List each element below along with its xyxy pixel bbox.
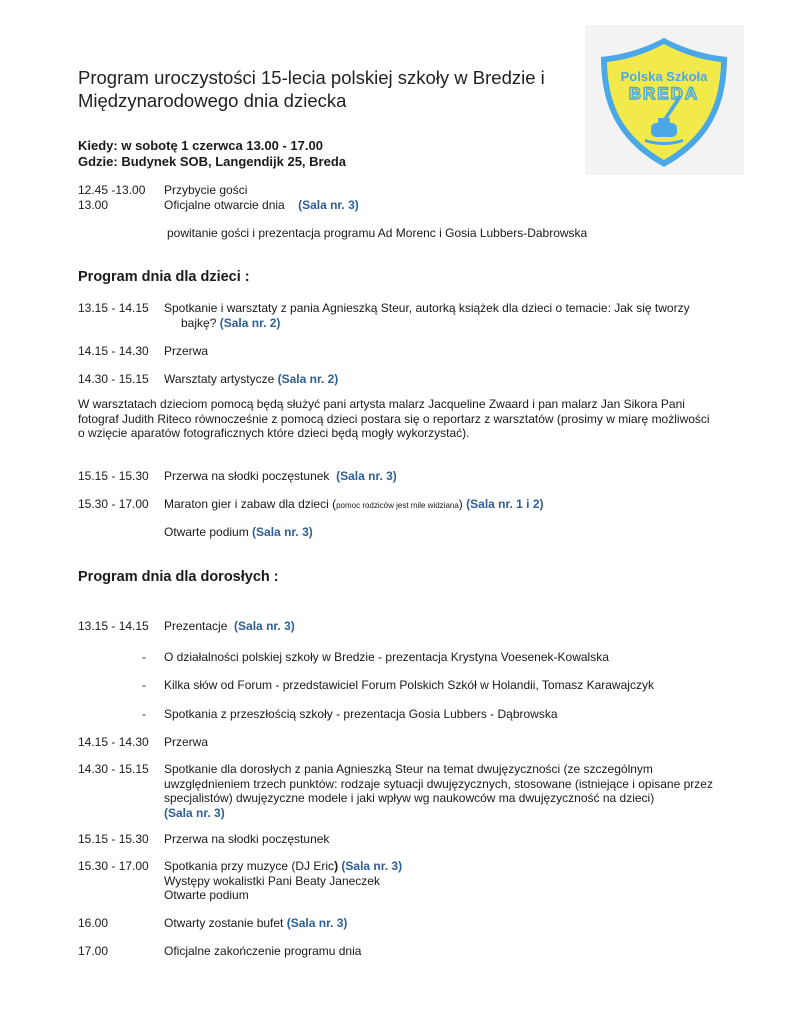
- activity-continued: bajkę? (Sala nr. 2): [181, 316, 281, 330]
- title-line-2: Międzynarodowego dnia dziecka: [78, 90, 347, 111]
- workshop-description: W warsztatach dzieciom pomocą będą służyć pani artysta malarz Jacqueline Zwaard i pan malarz Jan Sikora Pani fotograf Judith Riteco równocześnie z pomocą dzieci postara się o reportarz z warsztatów (prosimy w miarę możliwości o wzięcie aparatów fotograficznych które dzieci będą mogły wykorzystać).: [78, 397, 710, 440]
- time: 13.15 - 14.15: [78, 301, 149, 315]
- activity: Spotkania przy muzyce (DJ Eric) (Sala nr. 3): [164, 859, 403, 873]
- title-line-1: Program uroczystości 15-lecia polskiej szkoły w Bredzie i: [78, 67, 545, 88]
- kids-program-heading: Program dnia dla dzieci :: [78, 269, 250, 285]
- activity-line: Występy wokalistki Pani Beaty Janeczek: [164, 874, 380, 888]
- time: 15.30 - 17.00: [78, 859, 149, 873]
- activity: Przybycie gości: [164, 183, 248, 197]
- time: 15.15 - 15.30: [78, 832, 149, 846]
- room-label: (Sala nr. 1 i 2): [466, 497, 544, 511]
- activity: Przerwa na słodki poczęstunek: [164, 832, 330, 846]
- logo-text-bottom: BREDA: [628, 84, 700, 103]
- room-label: (Sala nr. 3): [164, 805, 225, 820]
- room-label: (Sala nr. 3): [286, 916, 348, 930]
- time: 13.15 - 14.15: [78, 619, 149, 633]
- event-location: Gdzie: Budynek SOB, Langendijk 25, Breda: [78, 154, 347, 169]
- list-item: Spotkania z przeszłością szkoły - prezentacja Gosia Lubbers - Dąbrowska: [164, 707, 558, 721]
- time: 15.15 - 15.30: [78, 469, 149, 483]
- page-title: [78, 66, 545, 112]
- time: 12.45 -13.00: [78, 183, 146, 197]
- list-bullet: -: [142, 707, 146, 721]
- activity-line: Otwarte podium: [164, 888, 249, 902]
- time: 16.00: [78, 916, 109, 930]
- room-label: (Sala nr. 3): [336, 469, 397, 483]
- adults-program-heading: Program dnia dla dorosłych :: [78, 569, 279, 585]
- list-bullet: -: [142, 650, 146, 664]
- time: 17.00: [78, 944, 109, 958]
- school-logo: [585, 25, 744, 175]
- activity: Przerwa: [164, 344, 209, 358]
- list-item: Kilka słów od Forum - przedstawiciel Forum Polskich Szkół w Holandii, Tomasz Karawajczyk: [164, 678, 654, 692]
- activity-note: pomoc rodziców jest mile widziana: [336, 501, 459, 510]
- time: 14.30 - 15.15: [78, 372, 149, 386]
- list-item: O działalności polskiej szkoły w Bredzie - prezentacja Krystyna Voesenek-Kowalska: [164, 650, 609, 664]
- room-label: (Sala nr. 3): [252, 525, 313, 539]
- event-date: Kiedy: w sobotę 1 czerwca 13.00 - 17.00: [78, 138, 323, 153]
- time: 14.15 - 14.30: [78, 344, 149, 358]
- room-label: (Sala nr. 3): [234, 619, 295, 633]
- activity: Maraton gier i zabaw dla dzieci (pomoc rodziców jest mile widziana) (Sala nr. 1 i 2): [164, 497, 544, 511]
- activity: Warsztaty artystycze (Sala nr. 2): [164, 372, 339, 386]
- room-label: (Sala nr. 2): [277, 372, 339, 386]
- activity: Oficjalne otwarcie dnia (Sala nr. 3): [164, 198, 359, 212]
- time: 15.30 - 17.00: [78, 497, 149, 511]
- activity: Przerwa: [164, 735, 209, 749]
- activity: Oficjalne zakończenie programu dnia: [164, 944, 362, 958]
- room-label: (Sala nr. 3): [298, 198, 359, 212]
- activity: Prezentacje (Sala nr. 3): [164, 619, 295, 633]
- list-bullet: -: [142, 678, 146, 692]
- time: 14.15 - 14.30: [78, 735, 149, 749]
- activity: Przerwa na słodki poczęstunek (Sala nr. 3): [164, 469, 397, 483]
- activity: Spotkanie i warsztaty z pania Agnieszką Steur, autorką książek dla dzieci o temacie: Jak się tworzy: [164, 301, 690, 315]
- activity: Spotkanie dla dorosłych z pania Agnieszką Steur na temat dwujęzyczności (ze szczególnym uwzględnieniem trzech punktów: rodzaje sytuacji dwujęzycznych, stosowane (istniejące i opisane przez specjalistów) dwujęzyczne modele i jaki wpływ wg naukowców ma dwujęzyczność na dzieci) (Sala nr. 3): [164, 762, 713, 820]
- time: 13.00: [78, 198, 109, 212]
- activity: Otwarty zostanie bufet (Sala nr. 3): [164, 916, 348, 930]
- activity-note: powitanie gości i prezentacja programu Ad Morenc i Gosia Lubbers-Dabrowska: [167, 226, 588, 240]
- time: 14.30 - 15.15: [78, 762, 149, 776]
- shield-icon: [585, 25, 744, 175]
- room-label: (Sala nr. 2): [219, 316, 281, 330]
- activity: Otwarte podium (Sala nr. 3): [164, 525, 313, 539]
- room-label: (Sala nr. 3): [341, 859, 403, 873]
- logo-text-top: Polska Szkoła: [620, 69, 708, 84]
